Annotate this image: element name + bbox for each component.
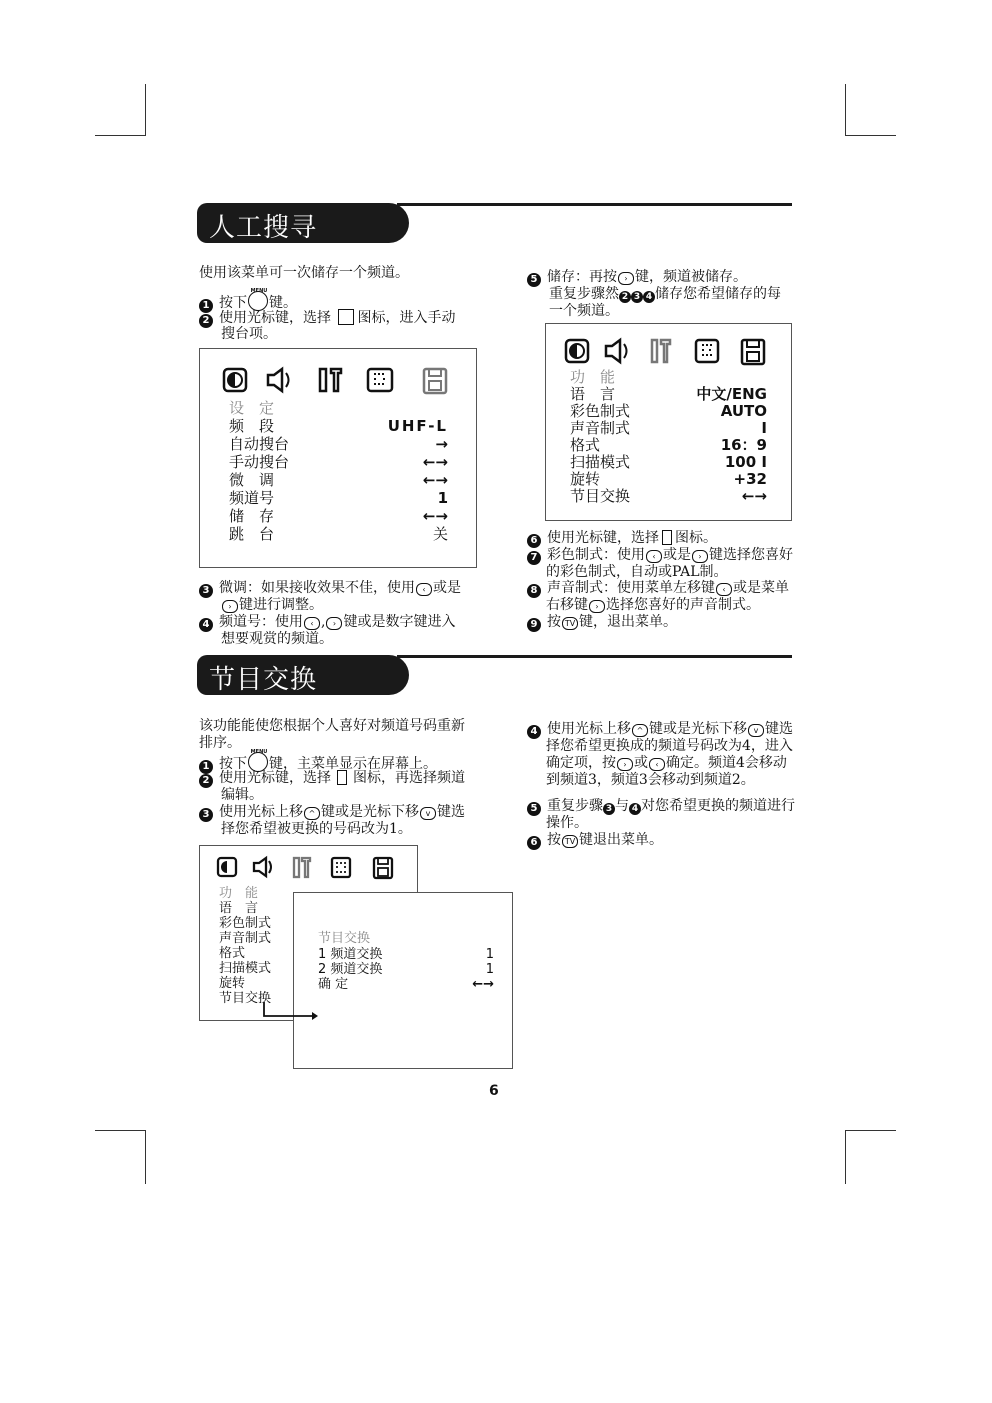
menu-row-label: 声音制式 <box>219 931 272 946</box>
step-5-cont: 重复步骤然 2 3 4 储存您希望储存的每 <box>549 286 781 302</box>
step-2: 2 使用光标键，选择 图标，再选择频道 <box>199 770 465 788</box>
menu-row-label: 彩色制式 <box>570 402 631 420</box>
step-9: 9 按 TV 键，退出菜单。 <box>527 614 677 632</box>
step-6: 6 按 TV 键退出菜单。 <box>527 832 663 850</box>
menu-row-value: → <box>435 435 448 453</box>
step-1: 1 按下 MENU 键，主菜单显示在屏幕上。 <box>199 752 437 774</box>
step-8: 8 声音制式：使用菜单左移键 ‹ 或是菜单 <box>527 580 789 598</box>
crop-mark <box>845 1130 846 1184</box>
step-4-cont3: 到频道3，频道3会移动到频道2。 <box>546 772 755 788</box>
section-title: 人工搜寻 <box>209 213 318 243</box>
menu-row-label: 扫描模式 <box>219 961 272 976</box>
crop-mark <box>846 135 896 136</box>
picture-icon <box>224 369 246 391</box>
step-1: 1 按下 MENU 键。 <box>199 291 297 313</box>
submenu-row-label: 确 定 <box>318 977 349 992</box>
install-icon <box>696 340 718 362</box>
down-key-icon: v <box>420 807 436 820</box>
intro-text: 使用该菜单可一次储存一个频道。 <box>199 265 409 281</box>
menu-row-label: 跳 台 <box>229 525 275 543</box>
up-key-icon: ^ <box>632 724 648 737</box>
step-2-cont: 搜台项。 <box>221 326 277 342</box>
settings-icon <box>294 858 310 877</box>
menu-row-label: 语 言 <box>570 385 616 403</box>
step-4: 4 频道号：使用 ‹ , › 键或是数字键进入 <box>199 614 455 632</box>
crop-mark <box>846 1130 896 1131</box>
left-key-icon: ‹ <box>416 583 432 596</box>
section-title: 节目交换 <box>209 665 318 695</box>
settings-icon <box>662 530 672 545</box>
menu-row-value: 100 I <box>724 453 767 471</box>
menu-header: 设 定 <box>229 399 275 417</box>
submenu-connector-arrow <box>260 1000 320 1030</box>
step-7-cont: 的彩色制式，自动或PAL制。 <box>546 564 728 580</box>
menu-row-value: I <box>761 419 767 437</box>
step-4: 4 使用光标上移 ^ 键或是光标下移 v 键选 <box>527 721 793 739</box>
left-key-icon: ‹ <box>716 583 732 596</box>
install-menu-screen <box>199 348 477 568</box>
step-7: 7 彩色制式：使用 ‹ 或是 › 键选择您喜好 <box>527 547 793 565</box>
settings-icon <box>337 770 347 785</box>
step-4-cont: 想要观赏的频道。 <box>221 631 333 647</box>
submenu-row-label: 2 频道交换 <box>318 962 383 977</box>
right-key-icon: › <box>692 550 708 563</box>
sound-icon <box>254 858 271 876</box>
menu-header: 功 能 <box>219 886 259 901</box>
menu-row-label: 微 调 <box>229 471 275 489</box>
sound-icon <box>606 340 627 362</box>
intro-text: 该功能能使您根据个人喜好对频道号码重新 <box>199 718 465 734</box>
menu-row-label: 旋转 <box>219 976 246 991</box>
crop-mark <box>145 84 146 136</box>
menu-row-label: 语 言 <box>219 901 259 916</box>
section-banner-program-swap <box>197 655 792 695</box>
menu-row-value: +32 <box>733 470 767 488</box>
menu-row-value: 中文/ENG <box>696 385 767 403</box>
menu-row-value: 关 <box>432 525 448 543</box>
step-3: 3 使用光标上移 ^ 键或是光标下移 v 键选 <box>199 804 465 822</box>
sound-icon <box>268 369 289 391</box>
page-number: 6 <box>489 1083 499 1099</box>
menu-row-label: 储 存 <box>229 507 275 525</box>
step-6: 6 使用光标键，选择 图标。 <box>527 530 717 548</box>
step-3-cont: 择您希望被更换的号码改为1。 <box>221 821 412 837</box>
right-key-icon: › <box>617 758 633 771</box>
step-2: 2 使用光标键，选择 图标，进入手动 <box>199 309 455 328</box>
menu-key-icon: MENU <box>248 291 268 311</box>
crop-mark <box>145 1130 146 1184</box>
step-5: 5 储存：再按 › 键，频道被储存。 <box>527 269 747 287</box>
program-swap-submenu <box>293 892 513 1069</box>
menu-row-value: AUTO <box>720 402 767 420</box>
menu-row-label: 频 段 <box>229 417 275 435</box>
menu-row-label: 自动搜台 <box>229 435 290 453</box>
crop-mark <box>845 84 846 136</box>
menu-row-value: UHF-L <box>387 417 448 435</box>
left-key-icon: ‹ <box>646 550 662 563</box>
menu-row-label: 频道号 <box>229 489 275 507</box>
step-5: 5 重复步骤 3 与 4 对您希望更换的频道进行 <box>527 798 795 816</box>
store-icon <box>374 858 392 878</box>
menu-row-value: 16：9 <box>720 436 767 454</box>
install-icon <box>332 858 350 877</box>
section-banner-manual-search <box>197 203 792 243</box>
menu-icon-row <box>200 854 417 890</box>
submenu-row-label: 1 频道交换 <box>318 947 383 962</box>
up-key-icon: ^ <box>304 807 320 820</box>
menu-row-label: 格式 <box>570 436 601 454</box>
menu-row-value: ←→ <box>741 487 767 505</box>
menu-row-label: 彩色制式 <box>219 916 272 931</box>
picture-icon <box>218 858 236 876</box>
right-key-icon: › <box>222 600 238 613</box>
tv-key-icon: TV <box>562 835 578 848</box>
menu-header: 功 能 <box>570 368 616 386</box>
submenu-header: 节目交换 <box>318 931 371 946</box>
left-key-icon: ‹ <box>304 617 320 630</box>
menu-row-value: ←→ <box>422 453 448 471</box>
store-icon <box>424 369 446 393</box>
step-4-cont2: 确定项，按 › 或 ‹ 确定。频道4会移动 <box>546 755 787 771</box>
step-8-cont: 右移键 › 选择您喜好的声音制式。 <box>546 597 760 613</box>
intro-text-cont: 排序。 <box>199 735 241 751</box>
menu-row-value: ←→ <box>422 471 448 489</box>
menu-key-icon: MENU <box>248 752 268 772</box>
right-key-icon: › <box>589 600 605 613</box>
submenu-row-value: ←→ <box>472 977 494 992</box>
right-key-icon: › <box>618 272 634 285</box>
step-4-cont: 择您希望更换成的频道号码改为4，进入 <box>546 738 793 754</box>
picture-icon <box>566 340 588 362</box>
submenu-row-value: 1 <box>485 962 494 977</box>
crop-mark <box>95 135 145 136</box>
settings-icon <box>320 369 341 391</box>
install-icon <box>368 369 392 391</box>
crop-mark <box>95 1130 145 1131</box>
tv-key-icon: TV <box>562 617 578 630</box>
menu-row-label: 声音制式 <box>570 419 631 437</box>
menu-row-value: ←→ <box>422 507 448 525</box>
step-2-cont: 编辑。 <box>221 787 263 803</box>
menu-row-label: 节目交换 <box>570 487 631 505</box>
step-5-cont2: 一个频道。 <box>549 303 619 319</box>
menu-row-label: 格式 <box>219 946 246 961</box>
submenu-row-value: 1 <box>485 947 494 962</box>
menu-row-label: 手动搜台 <box>229 453 290 471</box>
menu-row-label: 节目交换 <box>219 991 272 1006</box>
function-menu-screen <box>545 323 792 521</box>
menu-row-value: 1 <box>437 489 448 507</box>
install-icon <box>338 309 354 325</box>
menu-row-label: 扫描模式 <box>570 453 631 471</box>
step-3-cont: › 键进行调整。 <box>221 597 323 614</box>
settings-icon <box>652 340 670 362</box>
step-5-cont: 操作。 <box>546 815 588 831</box>
menu-row-label: 旋转 <box>570 470 601 488</box>
right-key-icon: › <box>326 617 342 630</box>
left-key-icon: ‹ <box>649 758 665 771</box>
store-icon <box>742 340 764 364</box>
down-key-icon: v <box>748 724 764 737</box>
step-3: 3 微调：如果接收效果不佳，使用 ‹ 或是 <box>199 580 461 598</box>
